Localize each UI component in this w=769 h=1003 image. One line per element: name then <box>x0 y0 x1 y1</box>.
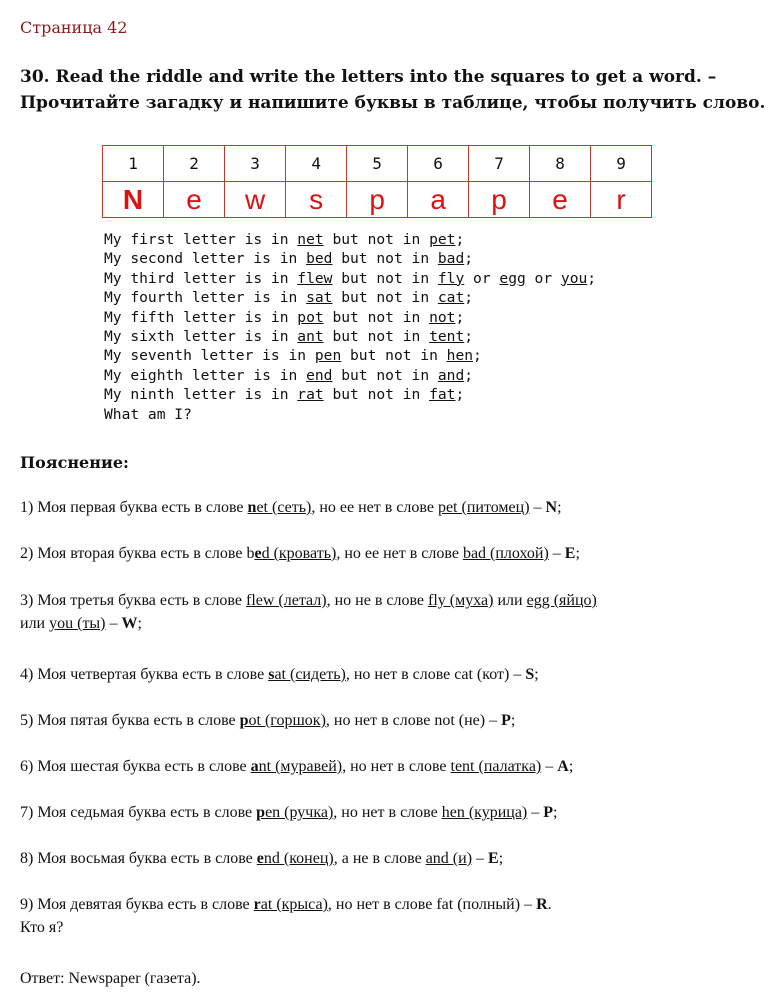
grid-letter: e <box>530 182 591 218</box>
exercise-heading <box>20 64 766 116</box>
riddle-question: What am I? <box>104 405 192 423</box>
grid-number: 4 <box>286 146 347 182</box>
grid-number-row <box>103 146 652 182</box>
grid-letter: w <box>225 182 286 218</box>
grid-letter: r <box>591 182 652 218</box>
riddle-line: My sixth letter is in ant but not in tent; <box>104 328 474 346</box>
explanation-item: 8) Моя восьмая буква есть в слове end (конец), а не в слове and (и) – E; <box>20 850 504 867</box>
explanation-item: 4) Моя четвертая буква есть в слове sat (сидеть), но нет в слове cat (кот) – S; <box>20 666 539 683</box>
riddle-text <box>104 230 596 424</box>
grid-letter: e <box>164 182 225 218</box>
explanation-item: 1) Моя первая буква есть в слове net (сеть), но ее нет в слове pet (питомец) – N; <box>20 499 562 516</box>
grid-number: 8 <box>530 146 591 182</box>
riddle-line: My eighth letter is in end but not in and; <box>104 366 474 384</box>
grid-letter: p <box>347 182 408 218</box>
grid-number: 2 <box>164 146 225 182</box>
grid-number: 6 <box>408 146 469 182</box>
explanation-item: 9) Моя девятая буква есть в слове rat (крыса), но нет в слове fat (полный) – R. Кто я? <box>20 896 552 936</box>
grid-letter: s <box>286 182 347 218</box>
riddle-line: My second letter is in bed but not in bad; <box>104 250 474 268</box>
answer-line: Ответ: Newspaper (газета). <box>20 970 201 987</box>
riddle-line: My fifth letter is in pot but not in not; <box>104 308 465 326</box>
explanation-item: 5) Моя пятая буква есть в слове pot (горшок), но нет в слове not (не) – P; <box>20 712 516 729</box>
explanation-item: 6) Моя шестая буква есть в слове ant (муравей), но нет в слове tent (палатка) – A; <box>20 758 574 775</box>
grid-number: 5 <box>347 146 408 182</box>
explanation-title: Пояснение: <box>20 453 129 472</box>
grid-number: 3 <box>225 146 286 182</box>
grid-number: 7 <box>469 146 530 182</box>
riddle-line: My seventh letter is in pen but not in hen; <box>104 347 482 365</box>
letter-grid <box>102 145 652 218</box>
grid-letter: a <box>408 182 469 218</box>
heading-line-english: 30. Read the riddle and write the letters into the squares to get a word. – <box>20 67 717 87</box>
grid-letter: N <box>103 182 164 218</box>
explanation-item: 7) Моя седьмая буква есть в слове pen (ручка), но нет в слове hen (курица) – P; <box>20 804 558 821</box>
grid-letter-row <box>103 182 652 218</box>
grid-number: 9 <box>591 146 652 182</box>
heading-line-russian: Прочитайте загадку и напишите буквы в таблице, чтобы получить слово. <box>20 93 766 113</box>
riddle-line: My fourth letter is in sat but not in cat; <box>104 289 474 307</box>
explanation-item: 2) Моя вторая буква есть в слове bed (кровать), но ее нет в слове bad (плохой) – E; <box>20 545 580 562</box>
explanation-item: 3) Моя третья буква есть в слове flew (летал), но не в слове fly (муха) или egg (яйцо) или you (ты) – W; <box>20 592 597 632</box>
riddle-line: My third letter is in flew but not in fly or egg or you; <box>104 269 597 287</box>
riddle-line: My ninth letter is in rat but not in fat; <box>104 386 465 404</box>
who-am-i-question: Кто я? <box>20 919 64 936</box>
page-label: Страница 42 <box>20 18 128 37</box>
grid-letter: p <box>469 182 530 218</box>
grid-number: 1 <box>103 146 164 182</box>
riddle-line: My first letter is in net but not in pet; <box>104 231 465 248</box>
